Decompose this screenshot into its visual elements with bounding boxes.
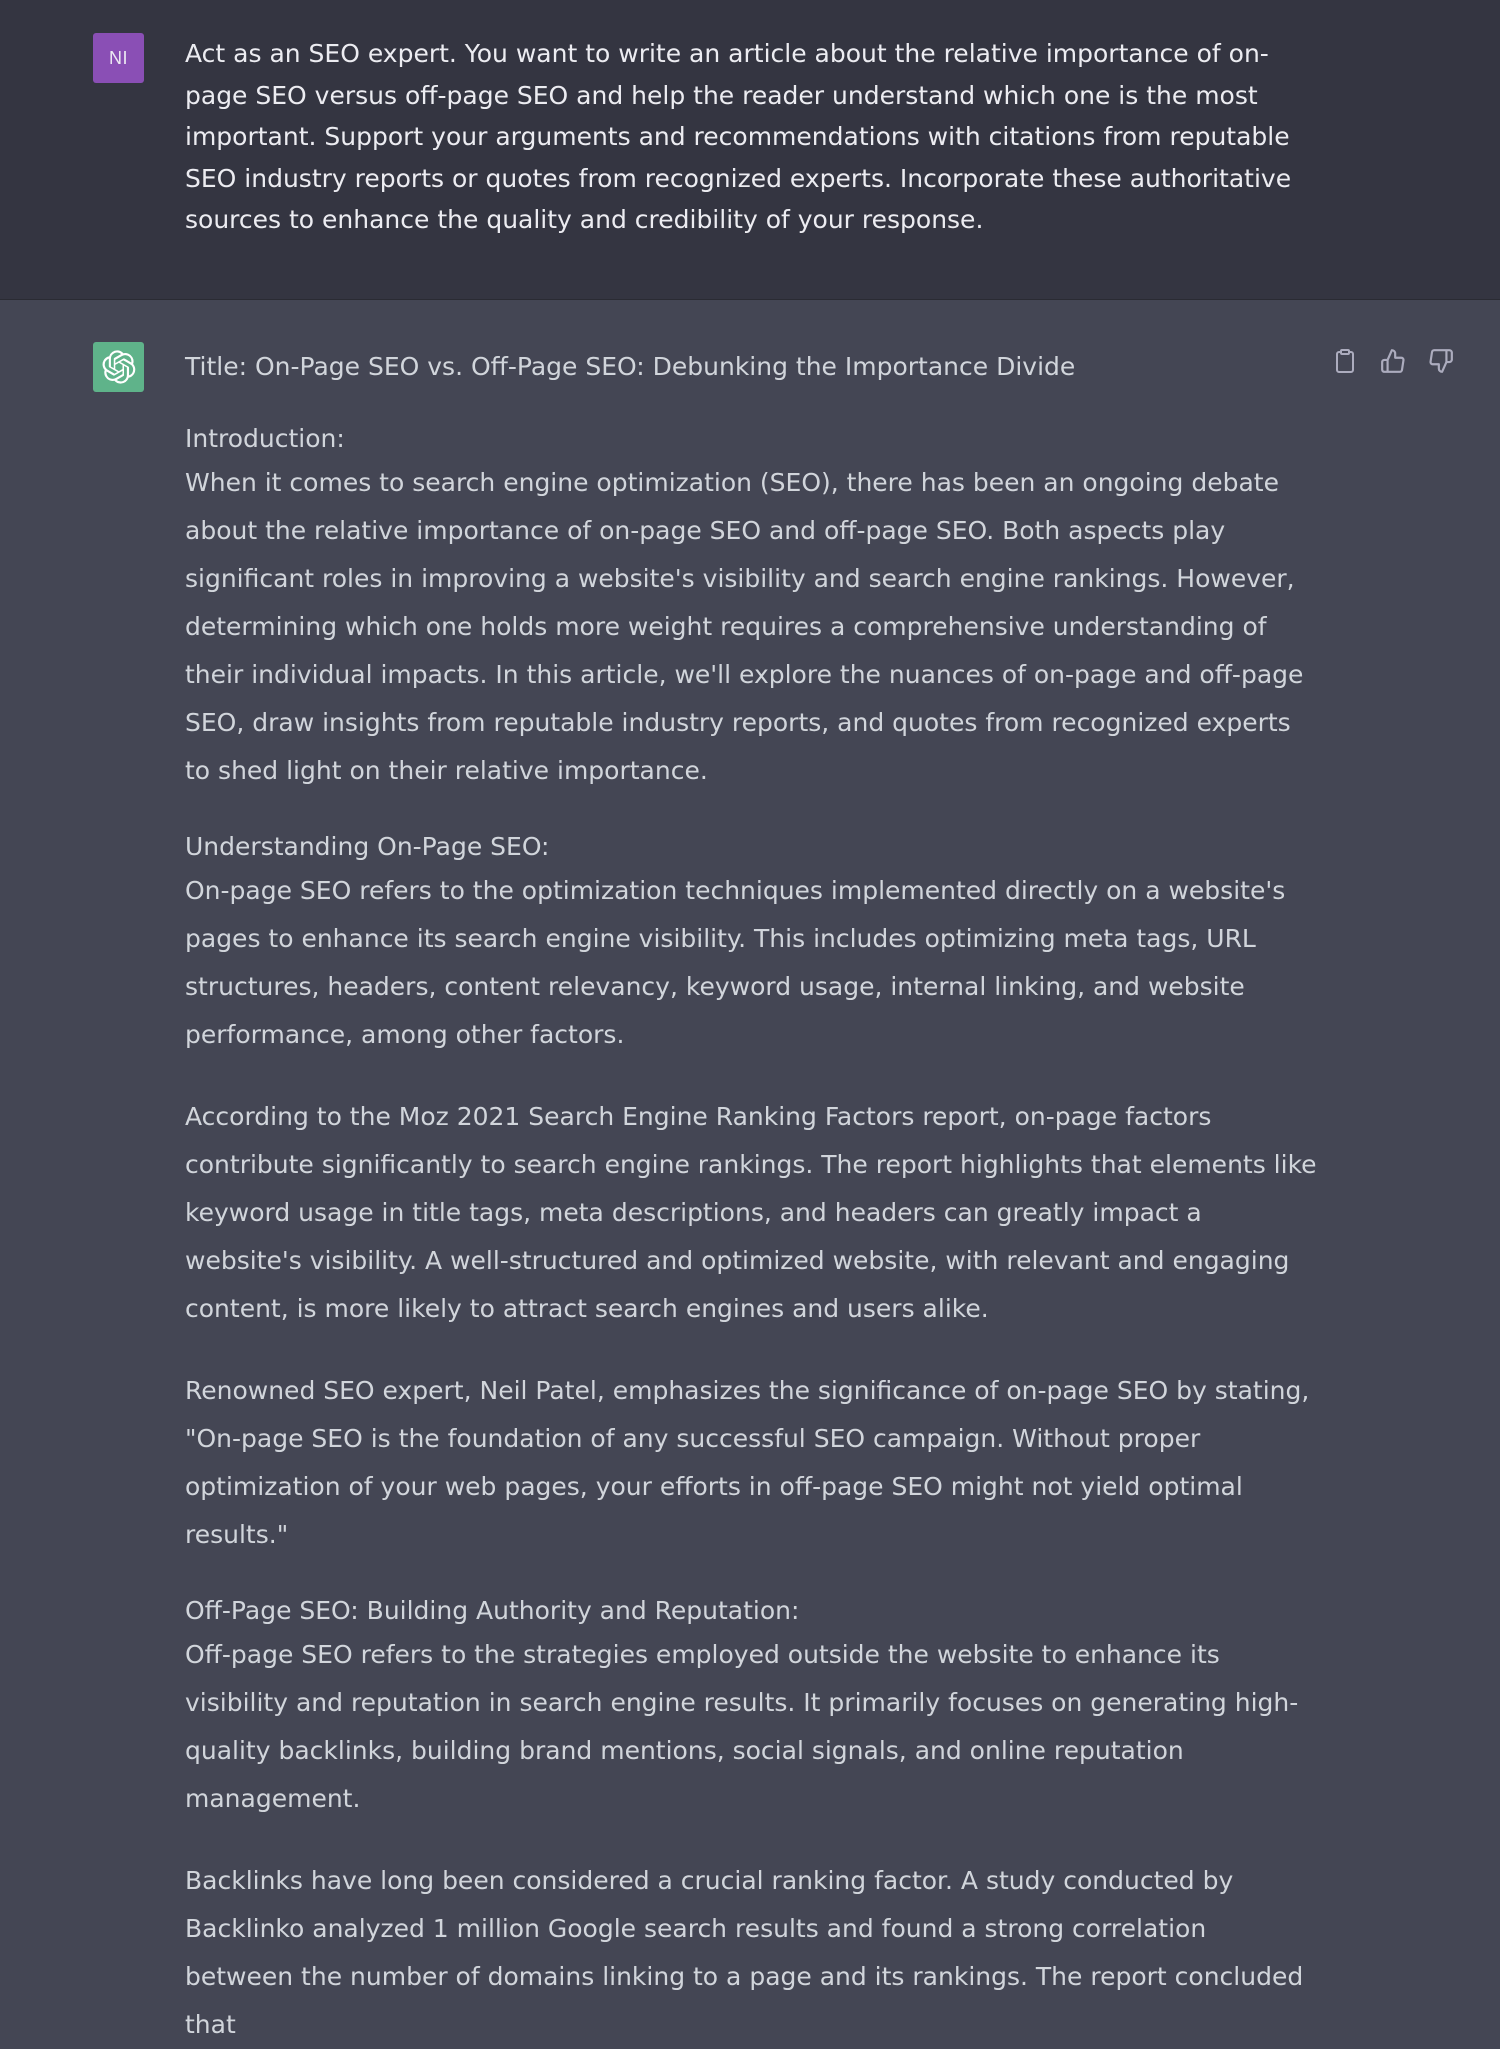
openai-logo-icon bbox=[102, 350, 136, 384]
thumbs-up-icon bbox=[1380, 348, 1406, 374]
user-message-text: Act as an SEO expert. You want to write an article about the relative importance of on-page SEO versus off-page SEO and help the reader understand which one is the most important. Support your arguments and recommendations with citations from reputable SEO industry reports or quotes from recognized experts. Incorporate these authoritative sources to enhance the quality and credibility of your response. bbox=[185, 39, 1292, 234]
backlinko-section bbox=[185, 1857, 1320, 2049]
user-message-row bbox=[0, 0, 1500, 300]
assistant-avatar bbox=[93, 342, 144, 392]
user-avatar: NI bbox=[93, 33, 144, 83]
message-actions bbox=[1330, 346, 1456, 376]
onpage-section bbox=[185, 827, 1320, 1059]
thumbs-down-button[interactable] bbox=[1426, 346, 1456, 376]
moz-section bbox=[185, 1093, 1320, 1333]
onpage-paragraph: On-page SEO refers to the optimization techniques implemented directly on a website's pages to enhance its search engine visibility. This includes optimizing meta tags, URL structures, headers, content relevancy, keyword usage, internal linking, and website performance, among other factors. bbox=[185, 876, 1286, 1049]
thumbs-up-button[interactable] bbox=[1378, 346, 1408, 376]
article-title: Title: On-Page SEO vs. Off-Page SEO: Debunking the Importance Divide bbox=[185, 352, 1076, 381]
backlinko-paragraph: Backlinks have long been considered a crucial ranking factor. A study conducted by Backlinko analyzed 1 million Google search results and found a strong correlation between the number of domains linking to a page and its rankings. The report concluded that bbox=[185, 1866, 1304, 2039]
intro-section bbox=[185, 419, 1320, 795]
assistant-message-content bbox=[185, 347, 1320, 2049]
offpage-heading: Off-Page SEO: Building Authority and Reputation: bbox=[185, 1596, 800, 1625]
thumbs-down-icon bbox=[1428, 348, 1454, 374]
offpage-paragraph: Off-page SEO refers to the strategies employed outside the website to enhance its visibility and reputation in search engine results. It primarily focuses on generating high-quality backlinks, building brand mentions, social signals, and online reputation management. bbox=[185, 1640, 1299, 1813]
patel-paragraph: Renowned SEO expert, Neil Patel, emphasizes the significance of on-page SEO by stating, "On-page SEO is the foundation of any successful SEO campaign. Without proper optimization of your web pages, your efforts in off-page SEO might not yield optimal results." bbox=[185, 1376, 1310, 1549]
onpage-heading: Understanding On-Page SEO: bbox=[185, 832, 550, 861]
copy-button[interactable] bbox=[1330, 346, 1360, 376]
patel-section bbox=[185, 1367, 1320, 1559]
clipboard-icon bbox=[1333, 348, 1357, 374]
intro-paragraph: When it comes to search engine optimization (SEO), there has been an ongoing debate about the relative importance of on-page SEO and off-page SEO. Both aspects play significant roles in improving a website's visibility and search engine rankings. However, determining which one holds more weight requires a comprehensive understanding of their individual impacts. In this article, we'll explore the nuances of on-page and off-page SEO, draw insights from reputable industry reports, and quotes from recognized experts to shed light on their relative importance. bbox=[185, 468, 1304, 785]
moz-paragraph: According to the Moz 2021 Search Engine Ranking Factors report, on-page factors contribute significantly to search engine rankings. The report highlights that elements like keyword usage in title tags, meta descriptions, and headers can greatly impact a website's visibility. A well-structured and optimized website, with relevant and engaging content, is more likely to attract search engines and users alike. bbox=[185, 1102, 1317, 1323]
offpage-section bbox=[185, 1591, 1320, 1823]
assistant-message-row bbox=[0, 300, 1500, 2039]
intro-heading: Introduction: bbox=[185, 424, 345, 453]
